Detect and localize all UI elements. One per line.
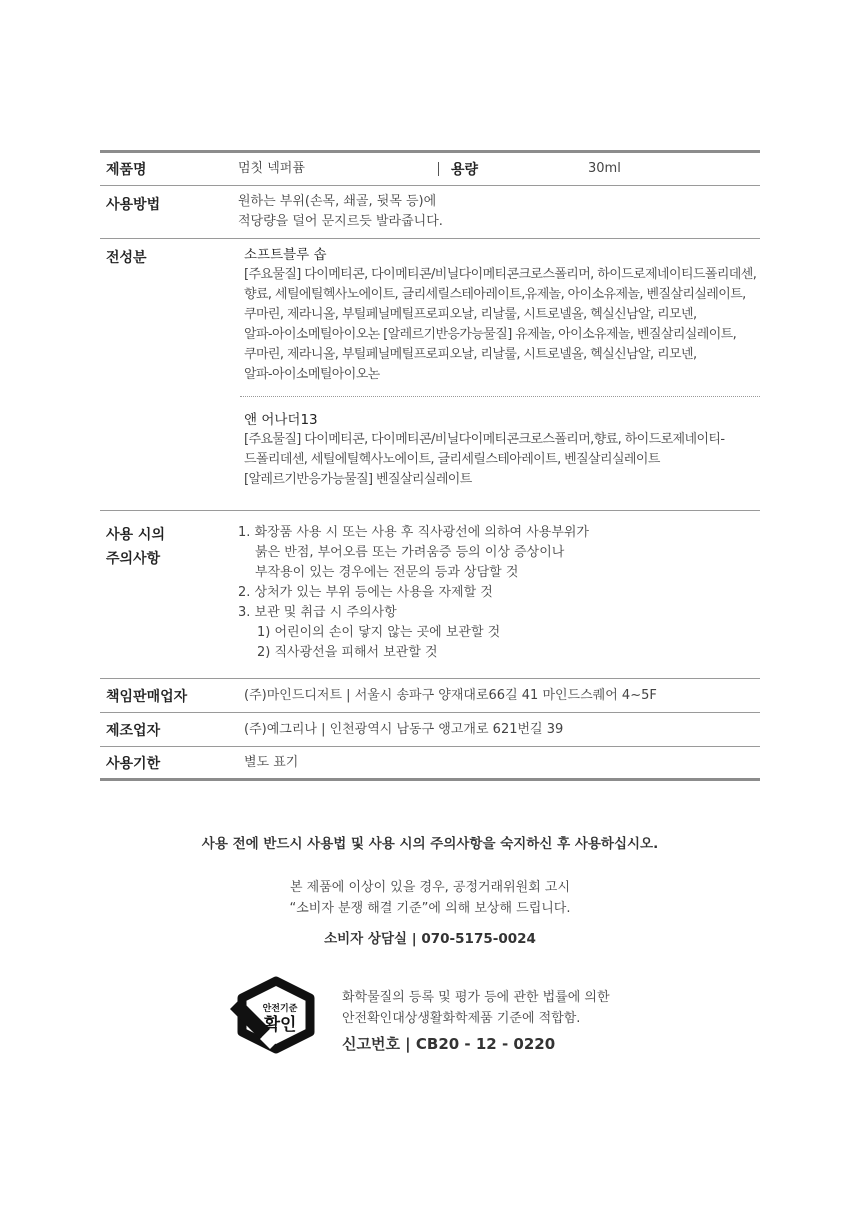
usage-line: 적당량을 덜어 문지르듯 발라줍니다. — [238, 214, 443, 229]
caution-item: 2. 상처가 있는 부위 등에는 사용을 자제할 것 — [238, 585, 493, 600]
product-name-label: 제품명 — [106, 162, 147, 178]
usage-row — [100, 186, 760, 239]
ingredients-label: 전성분 — [106, 250, 147, 266]
ingredients-row — [100, 239, 760, 511]
badge-main-text: 확인 — [263, 1015, 297, 1035]
caution-item: 1. 화장품 사용 시 또는 사용 후 직사광선에 의하여 사용부위가 — [238, 525, 589, 540]
expiry-value: 별도 표기 — [244, 754, 299, 770]
product-name-row — [100, 153, 760, 186]
registration-number: 신고번호 | CB20 - 12 - 0220 — [342, 1035, 556, 1053]
usage-value — [238, 192, 760, 238]
ingredients-list — [238, 245, 760, 510]
seller-value: (주)마인드디저트 | 서울시 송파구 양재대로66길 41 마인드스퀘어 4~5F — [244, 687, 657, 703]
usage-line: 원하는 부위(손목, 쇄골, 뒷목 등)에 — [238, 194, 437, 209]
notice-line: “소비자 분쟁 해결 기준”에 의해 보상해 드립니다. — [289, 901, 571, 916]
caution-item: 붉은 반점, 부어오름 또는 가려움증 등의 이상 증상이나 — [255, 545, 565, 560]
ingredient-line: 드폴리데센, 세틸에틸헥사노에이트, 글리세릴스테아레이트, 벤질살리실레이트 — [244, 452, 660, 467]
badge-top-text: 안전기준 — [262, 1004, 298, 1014]
notice-line: 본 제품에 이상이 있을 경우, 공정거래위원회 고시 — [289, 880, 571, 895]
ingredient-line: 향료, 세틸에틸헥사노에이트, 글리세릴스테아레이트,유제놀, 아이소유제놀, 벤질살리실레이트, — [244, 287, 746, 302]
product-info-table — [100, 150, 760, 781]
certification-line: 화학물질의 등록 및 평가 등에 관한 법률에 의한 — [342, 990, 610, 1005]
ingredient-title: 소프트블루 솝 — [244, 247, 327, 263]
caution-subitem: 2) 직사광선을 피해서 보관할 것 — [257, 645, 438, 660]
ingredient-line: [주요물질] 다이메티콘, 다이메티콘/비닐다이메티콘크로스폴리머, 하이드로제네이티드폴리데센, — [244, 267, 757, 282]
ingredient-line: 쿠마린, 제라니올, 부틸페닐메틸프로피오날, 리날룰, 시트로넬올, 헥실신남알, 리모넨, — [244, 307, 697, 322]
ingredient-line: 알파-아이소메틸아이오논 [알레르기반응가능물질] 유제놀, 아이소유제놀, 벤질살리실레이트, — [244, 327, 737, 342]
seller-row — [100, 679, 760, 713]
volume-value: 30ml — [588, 161, 621, 176]
ingredient-line: 쿠마린, 제라니올, 부틸페닐메틸프로피오날, 리날룰, 시트로넬올, 헥실신남알, 리모넨, — [244, 347, 697, 362]
caution-subitem: 1) 어린이의 손이 닿지 않는 곳에 보관할 것 — [257, 625, 501, 640]
product-name-value: 멈칫 넥퍼퓸 — [238, 161, 305, 176]
volume-label: 용량 — [451, 162, 479, 178]
ingredient-line: [주요물질] 다이메티콘, 다이메티콘/비닐다이메티콘크로스폴리머,향료, 하이드로제네이티- — [244, 432, 725, 447]
caution-label-line: 주의사항 — [106, 551, 161, 567]
caution-row — [100, 511, 760, 679]
compensation-notice — [0, 877, 860, 919]
expiry-row — [100, 747, 760, 781]
column-divider — [438, 162, 439, 176]
usage-label: 사용방법 — [106, 197, 161, 213]
caution-label — [100, 523, 238, 678]
usage-warning: 사용 전에 반드시 사용법 및 사용 시의 주의사항을 숙지하신 후 사용하십시오. — [201, 836, 659, 852]
ingredient-title: 앤 어나더13 — [244, 412, 318, 428]
customer-service-phone: 소비자 상담실 | 070-5175-0024 — [324, 931, 536, 947]
caution-label-line: 사용 시의 — [106, 527, 165, 543]
ingredient-line: [알레르기반응가능물질] 벤질살리실레이트 — [244, 472, 472, 487]
caution-item: 3. 보관 및 취급 시 주의사항 — [238, 605, 397, 620]
maker-label: 제조업자 — [106, 722, 161, 739]
seller-label: 책임판매업자 — [106, 688, 188, 705]
certification-text — [342, 987, 610, 1029]
safety-certification — [230, 975, 650, 1055]
safety-confirmed-badge-icon — [230, 975, 322, 1055]
certification-line: 안전확인대상생활화학제품 기준에 적합함. — [342, 1011, 581, 1026]
maker-row — [100, 713, 760, 747]
caution-list — [238, 523, 760, 678]
ingredient-line: 알파-아이소메틸아이오논 — [244, 367, 380, 382]
expiry-label: 사용기한 — [106, 755, 161, 772]
maker-value: (주)예그리나 | 인천광역시 남동구 앵고개로 621번길 39 — [244, 721, 564, 737]
caution-item: 부작용이 있는 경우에는 전문의 등과 상담할 것 — [255, 565, 519, 580]
ingredient-divider — [240, 396, 760, 397]
